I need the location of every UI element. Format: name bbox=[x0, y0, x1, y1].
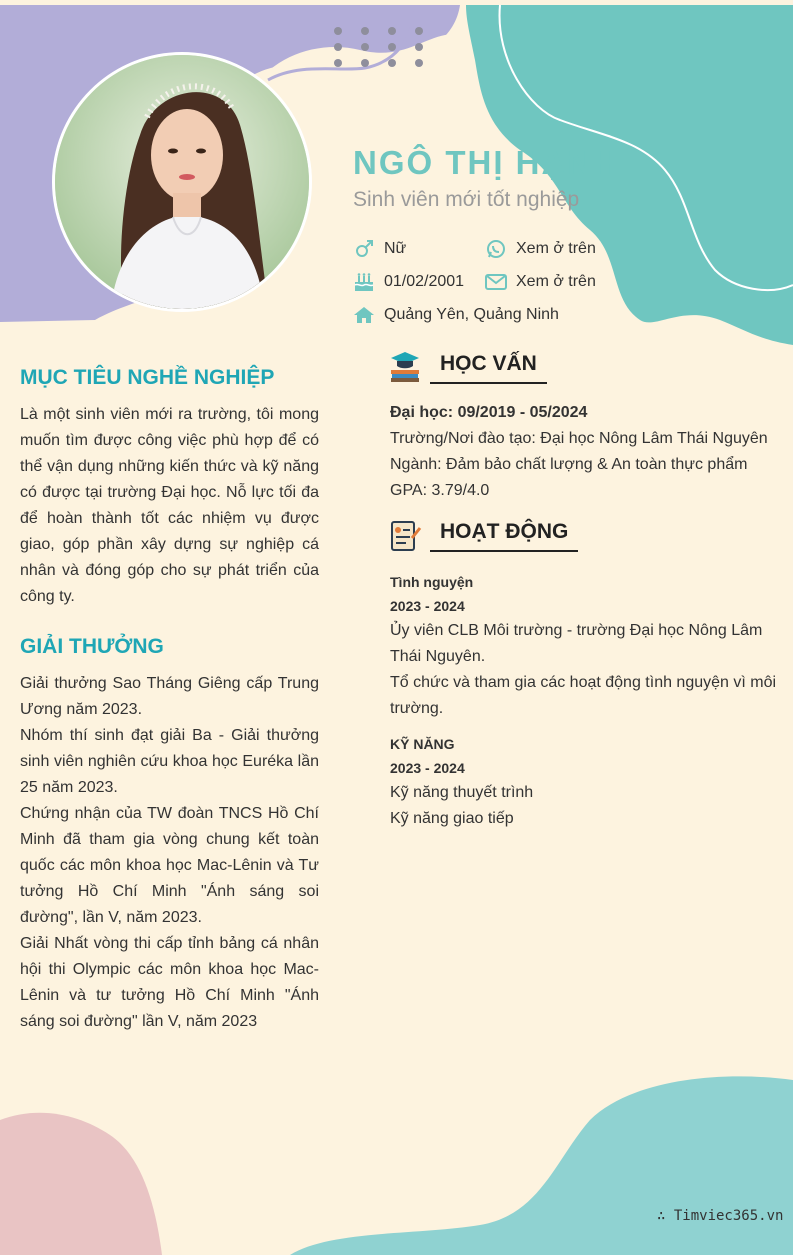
education-header bbox=[388, 350, 547, 384]
volunteer-line: Tổ chức và tham gia các hoạt động tình nguyện vì môi trường. bbox=[390, 674, 777, 717]
award-item: Nhóm thí sinh đạt giải Ba - Giải thưởng sinh viên nghiên cứu khoa học Euréka lần 25 năm 2023. bbox=[20, 727, 319, 796]
awards-heading: GIẢI THƯỞNG bbox=[20, 635, 164, 658]
envelope-icon bbox=[485, 271, 507, 293]
volunteer-block bbox=[390, 570, 780, 722]
award-item: Chứng nhận của TW đoàn TNCS Hồ Chí Minh đã tham gia vòng chung kết toàn quốc các môn khoa học Mac-Lênin và Tư tưởng Hồ Chí Minh "Ánh sáng soi đường", lần V, năm 2023. bbox=[20, 805, 319, 926]
gender-icon bbox=[353, 238, 375, 260]
timviec365-watermark: ∴ Timviec365.vn bbox=[657, 1208, 784, 1224]
skills-period: 2023 - 2024 bbox=[390, 760, 465, 776]
candidate-title: Sinh viên mới tốt nghiệp bbox=[353, 188, 580, 211]
objective-heading: MỤC TIÊU NGHỀ NGHIỆP bbox=[20, 366, 275, 389]
objective-text: Là một sinh viên mới ra trường, tôi mong muốn tìm được công việc phù hợp để có thể vận dụng những kiến thức và kỹ năng có được tại trường Đại học. Nỗ lực tối đa để hoàn thành tốt các nhiệm vụ được giao, góp phần xây dựng sự nghiệp cá nhân và đóng góp cho sự phát triển của công ty. bbox=[20, 406, 319, 605]
birthday-value: 01/02/2001 bbox=[384, 273, 465, 290]
email-value: Xem ở trên bbox=[516, 273, 596, 290]
volunteer-period: 2023 - 2024 bbox=[390, 598, 465, 614]
gender-value: Nữ bbox=[384, 240, 407, 257]
birthday-cake-icon bbox=[353, 271, 375, 293]
address-value: Quảng Yên, Quảng Ninh bbox=[384, 306, 559, 323]
volunteer-line: Ủy viên CLB Môi trường - trường Đại học Nông Lâm Thái Nguyên. bbox=[390, 622, 763, 665]
info-birthday bbox=[353, 271, 464, 293]
info-gender bbox=[353, 238, 406, 260]
candidate-name: NGÔ THỊ HẠNH bbox=[353, 144, 619, 181]
profile-photo bbox=[52, 52, 312, 312]
activities-heading: HOẠT ĐỘNG bbox=[430, 520, 578, 552]
volunteer-title: Tình nguyện bbox=[390, 574, 474, 590]
education-details bbox=[390, 400, 780, 504]
awards-section bbox=[20, 635, 319, 1035]
clipboard-activities-icon bbox=[388, 518, 422, 552]
education-heading: HỌC VẤN bbox=[430, 352, 547, 384]
objective-section bbox=[20, 366, 319, 610]
activities-header bbox=[388, 518, 578, 552]
education-school: Trường/Nơi đào tạo: Đại học Nông Lâm Thái Nguyên bbox=[390, 430, 768, 447]
graduation-cap-books-icon bbox=[388, 350, 422, 384]
skills-title: KỸ NĂNG bbox=[390, 736, 455, 752]
skill-item: Kỹ năng giao tiếp bbox=[390, 810, 514, 827]
info-address bbox=[353, 304, 559, 326]
whatsapp-icon bbox=[485, 238, 507, 260]
home-icon bbox=[353, 304, 375, 326]
education-period: Đại học: 09/2019 - 05/2024 bbox=[390, 404, 588, 421]
phone-value: Xem ở trên bbox=[516, 240, 596, 257]
info-email bbox=[485, 271, 596, 293]
skills-block bbox=[390, 732, 780, 832]
education-major: Ngành: Đảm bảo chất lượng & An toàn thực phẩm bbox=[390, 456, 748, 473]
award-item: Giải Nhất vòng thi cấp tỉnh bảng cá nhân hội thi Olympic các môn khoa học Mac-Lênin và tư tưởng Hồ Chí Minh "Ánh sáng soi đường" lần V, năm 2023 bbox=[20, 935, 319, 1030]
info-phone bbox=[485, 238, 596, 260]
education-gpa: GPA: 3.79/4.0 bbox=[390, 482, 490, 499]
skill-item: Kỹ năng thuyết trình bbox=[390, 784, 534, 801]
award-item: Giải thưởng Sao Tháng Giêng cấp Trung Ương năm 2023. bbox=[20, 675, 319, 718]
